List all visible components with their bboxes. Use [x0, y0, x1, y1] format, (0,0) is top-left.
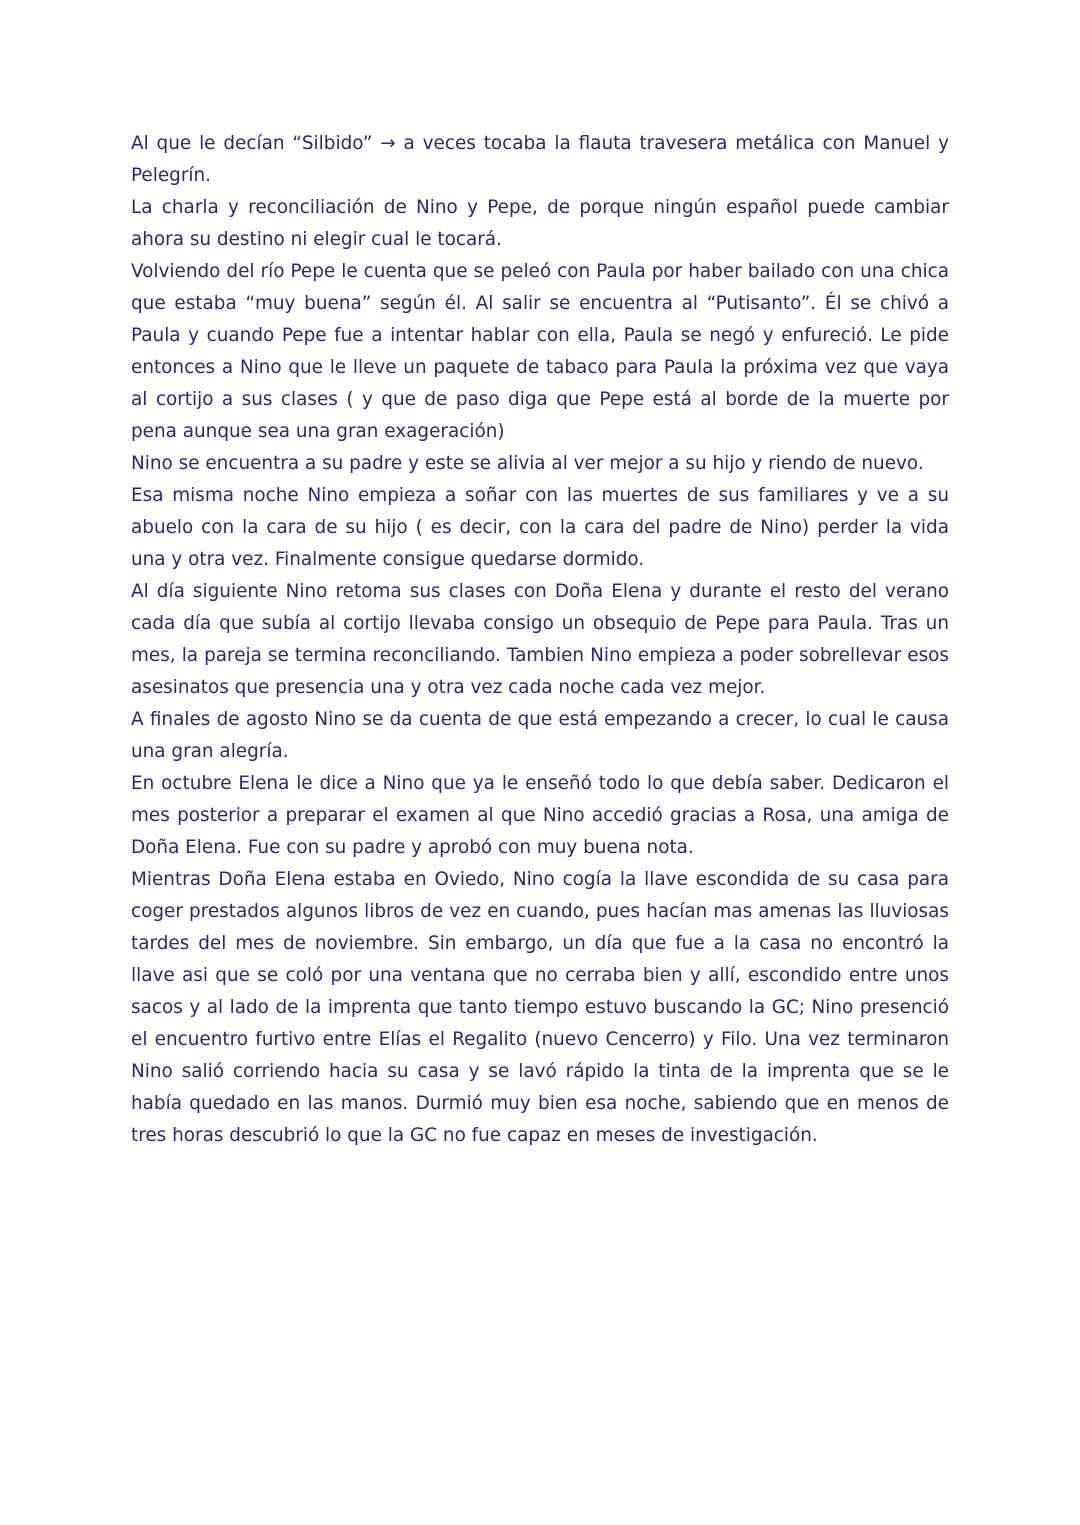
paragraph-pepe-paula-fight: Volviendo del río Pepe le cuenta que se peleó con Paula por haber bailado con una chica que estaba “muy buena” según él. Al salir se encuentra al “Putisanto”. Él se chivó a Paula y cuando Pepe fue a intentar hablar con ella, Paula se negó y enfureció. Le pide entonces a Nino que le lleve un paquete de tabaco para Paula la próxima vez que vaya al cortijo a sus clases ( y que de paso diga que Pepe está al borde de la muerte por pena aunque sea una gran exageración) — [131, 261, 949, 442]
paragraph-reconciliation: La charla y reconciliación de Nino y Pepe, de porque ningún español puede cambiar ahora su destino ni elegir cual le tocará. — [131, 197, 949, 250]
paragraph-father-relief: Nino se encuentra a su padre y este se alivia al ver mejor a su hijo y riendo de nuevo. — [131, 453, 924, 474]
paragraph-nightmares: Esa misma noche Nino empieza a soñar con las muertes de sus familiares y ve a su abuelo con la cara de su hijo ( es decir, con la cara del padre de Nino) perder la vida una y otra vez. Finalmente consigue quedarse dormido. — [131, 485, 949, 570]
paragraph-summer-classes: Al día siguiente Nino retoma sus clases con Doña Elena y durante el resto del verano cada día que subía al cortijo llevaba consigo un obsequio de Pepe para Paula. Tras un mes, la pareja se termina reconciliando. Tambien Nino empieza a poder sobrellevar esos asesinatos que presencia una y otra vez cada noche cada vez mejor. — [131, 581, 949, 698]
paragraph-exam: En octubre Elena le dice a Nino que ya le enseñó todo lo que debía saber. Dedicaron el mes posterior a preparar el examen al que Nino accedió gracias a Rosa, una amiga de Doña Elena. Fue con su padre y aprobó con muy buena nota. — [131, 773, 949, 858]
paragraph-growing-up: A finales de agosto Nino se da cuenta de que está empezando a crecer, lo cual le causa una gran alegría. — [131, 709, 949, 762]
document-body — [131, 128, 949, 1152]
paragraph-printing-press: Mientras Doña Elena estaba en Oviedo, Nino cogía la llave escondida de su casa para coger prestados algunos libros de vez en cuando, pues hacían mas amenas las lluviosas tardes del mes de noviembre. Sin embargo, un día que fue a la casa no encontró la llave asi que se coló por una ventana que no cerraba bien y allí, escondido entre unos sacos y al lado de la imprenta que tanto tiempo estuvo buscando la GC; Nino presenció el encuentro furtivo entre Elías el Regalito (nuevo Cencerro) y Filo. Una vez terminaron Nino salió corriendo hacia su casa y se lavó rápido la tinta de la imprenta que se le había quedado en las manos. Durmió muy bien esa noche, sabiendo que en menos de tres horas descubrió lo que la GC no fue capaz en meses de investigación. — [131, 869, 949, 1146]
paragraph-silbido: Al que le decían “Silbido” → a veces tocaba la flauta travesera metálica con Manuel y Pelegrín. — [131, 133, 949, 186]
